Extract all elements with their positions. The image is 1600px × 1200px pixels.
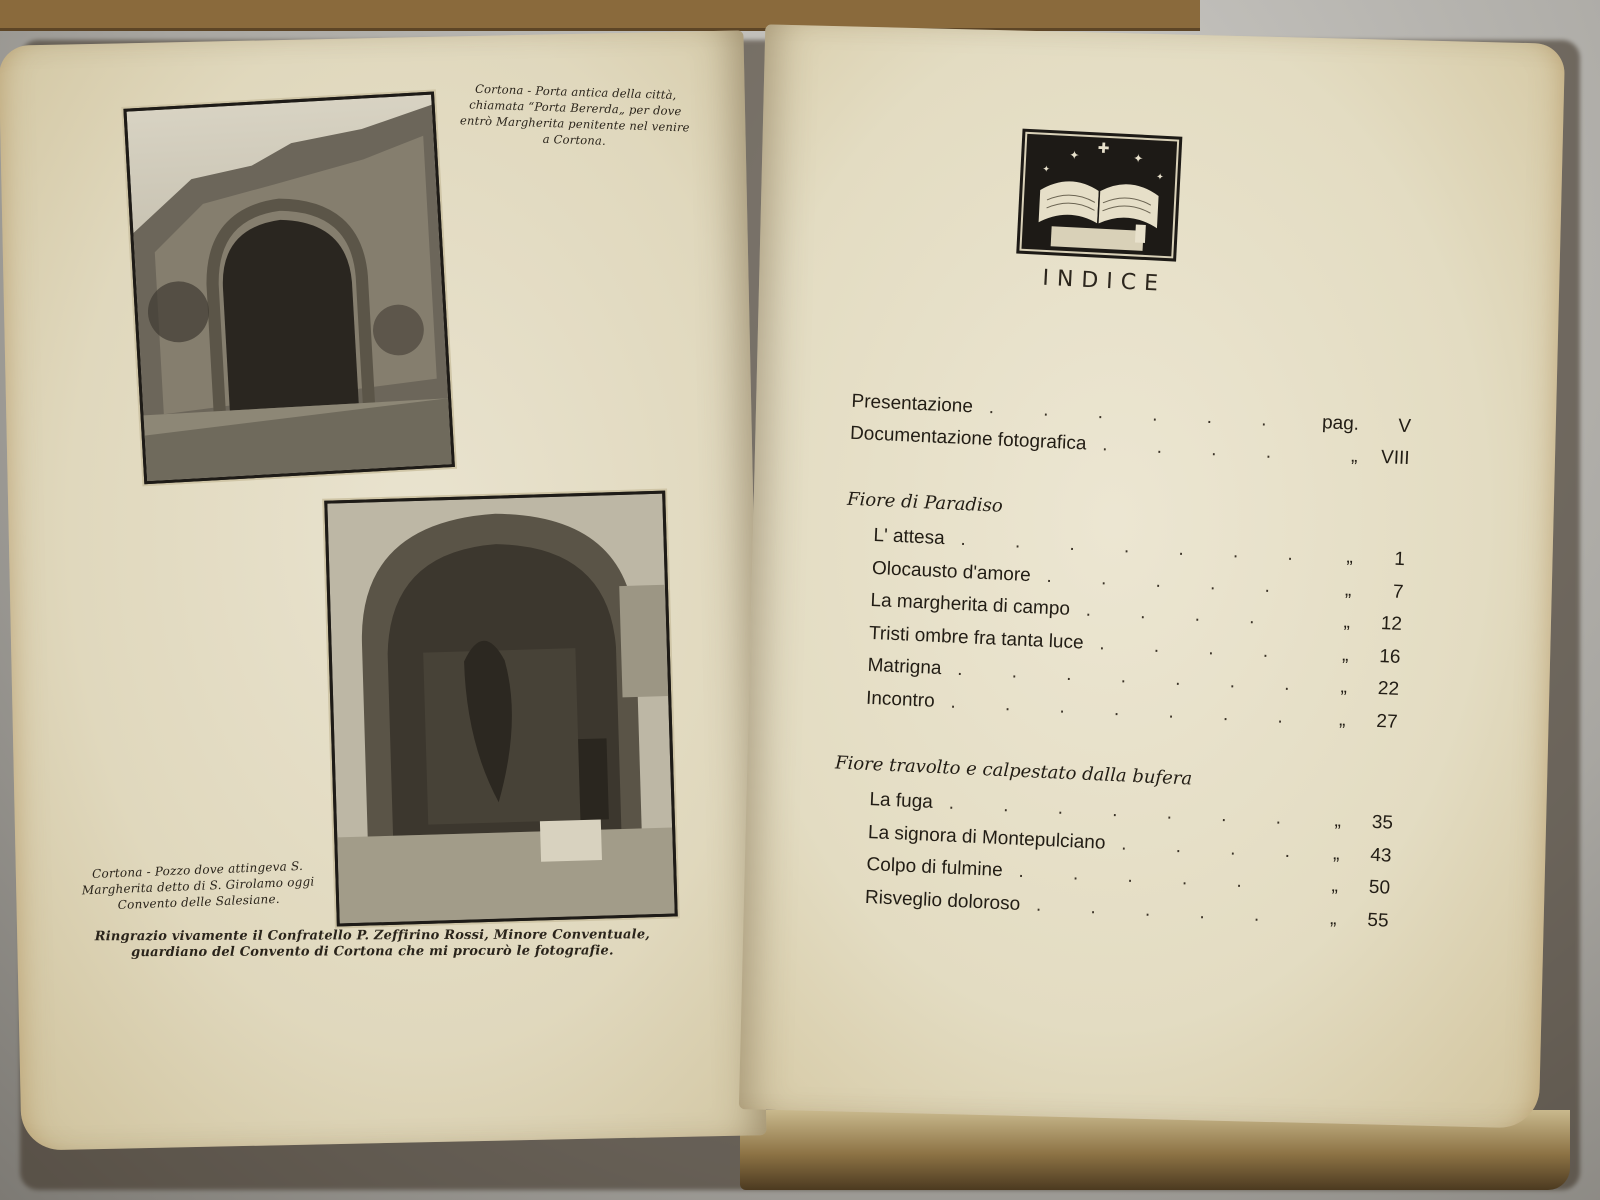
wooden-edge <box>0 0 1200 31</box>
svg-text:✦: ✦ <box>1042 164 1051 176</box>
toc-entry-title: Incontro <box>865 687 936 712</box>
caption-pozzo: Cortona - Pozzo dove attingeva S. Margherita detto di S. Girolamo oggi Convento delle Salesiane. <box>81 858 315 913</box>
toc-entry-page: 43 <box>1369 844 1392 867</box>
toc-entry-prefix: „ <box>1329 907 1338 929</box>
svg-text:✚: ✚ <box>1097 140 1110 158</box>
toc-entry-prefix: „ <box>1346 546 1354 568</box>
toc-entry-page: VIII <box>1380 446 1410 470</box>
toc-entry-page: 35 <box>1371 811 1394 834</box>
toc-entry-page: 22 <box>1377 677 1400 700</box>
photo-pozzo-girolamo <box>324 491 677 927</box>
toc-section-heading: Fiore di Paradiso <box>846 488 1004 517</box>
table-of-contents <box>828 391 1411 943</box>
toc-entry-title: Presentazione <box>851 390 974 418</box>
svg-text:✦: ✦ <box>1156 172 1165 183</box>
toc-section-heading: Fiore travolto e calpestato dalla bufera <box>834 752 1193 790</box>
toc-entry-title: Tristi ombre fra tanta luce <box>868 622 1085 654</box>
toc-leader-dots <box>944 528 1307 566</box>
toc-entry-title: L' attesa <box>873 524 946 550</box>
toc-entry-page: 1 <box>1393 548 1406 571</box>
index-title: INDICE <box>1041 265 1167 297</box>
toc-entry-prefix: „ <box>1350 445 1359 467</box>
toc-entry-title: Olocausto d'amore <box>871 557 1032 586</box>
acknowledgement-text: Ringrazio vivamente il Confratello P. Zeffirino Rossi, Minore Conventuale, guardiano del Convento di Cortona che mi procurò le fotografie. <box>94 927 651 961</box>
toc-leader-dots <box>972 396 1313 433</box>
toc-leader-dots <box>932 792 1295 830</box>
photo-porta-bererda <box>123 92 455 485</box>
open-book-icon <box>1016 129 1182 262</box>
gate-photo-drawing <box>127 95 452 481</box>
toc-entry-title: La fuga <box>869 789 934 813</box>
toc-entry-title: Documentazione fotografica <box>849 422 1087 455</box>
toc-entry-prefix: „ <box>1340 676 1348 698</box>
toc-entry-title: Matrigna <box>867 654 942 680</box>
toc-entry-title: Colpo di fulmine <box>866 853 1004 882</box>
emblem-drawing <box>1016 129 1182 262</box>
toc-entry-title: La margherita di campo <box>870 589 1071 620</box>
toc-entry-prefix: „ <box>1344 578 1352 601</box>
toc-entry-page: V <box>1397 415 1412 438</box>
toc-entry-page: 7 <box>1392 581 1404 603</box>
left-page <box>0 30 766 1150</box>
toc-entry-title: La signora di Montepulciano <box>867 821 1106 854</box>
toc-section-entries <box>828 787 1393 942</box>
toc-entry-prefix: „ <box>1331 875 1339 897</box>
toc-entry-page: 12 <box>1380 613 1403 635</box>
toc-entry-page: 16 <box>1378 645 1401 668</box>
svg-text:✦: ✦ <box>1068 148 1080 163</box>
toc-entry-prefix: pag. <box>1321 412 1360 435</box>
toc-entry-title: Risveglio doloroso <box>864 886 1021 915</box>
toc-entry-page: 27 <box>1375 710 1399 733</box>
toc-entry-prefix: „ <box>1334 810 1342 832</box>
svg-text:✦: ✦ <box>1132 151 1144 166</box>
caption-porta-bererda: Cortona - Porta antica della città, chiamata “Porta Bererda„ per dove entrò Margherita penitente nel venire a Cortona. <box>459 81 690 148</box>
toc-entry-page: 55 <box>1366 909 1390 932</box>
toc-entry-prefix: „ <box>1341 643 1350 666</box>
right-page <box>739 24 1565 1128</box>
well-photo-drawing <box>327 494 674 924</box>
toc-entry-page: 50 <box>1368 876 1391 899</box>
toc-entry-prefix: „ <box>1332 842 1341 864</box>
toc-entry-prefix: „ <box>1338 708 1347 731</box>
toc-section-entries <box>837 524 1405 744</box>
toc-entry-prefix: „ <box>1343 611 1351 633</box>
